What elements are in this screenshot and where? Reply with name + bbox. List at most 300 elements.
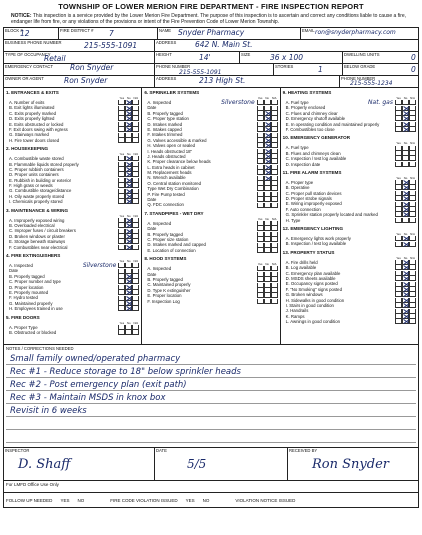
checkbox[interactable] (264, 159, 271, 164)
checkbox[interactable] (409, 146, 416, 151)
checkbox[interactable] (409, 202, 416, 207)
checkbox[interactable] (402, 212, 409, 217)
checkbox[interactable] (257, 159, 264, 164)
checkbox[interactable] (402, 242, 409, 247)
checkbox[interactable] (395, 191, 402, 196)
checkbox[interactable] (395, 242, 402, 247)
checkbox[interactable] (257, 143, 264, 148)
checkbox[interactable] (395, 287, 402, 292)
checkbox[interactable] (402, 236, 409, 241)
checkbox[interactable] (395, 202, 402, 207)
checkbox[interactable] (132, 122, 139, 127)
checkbox[interactable] (118, 138, 125, 143)
size-field[interactable]: SIZE 36 x 100 (240, 52, 343, 63)
checkbox[interactable] (264, 272, 271, 277)
occupancy-field[interactable]: TYPE OF OCCUPANCY Retail (4, 52, 155, 63)
checkbox[interactable] (271, 197, 278, 202)
checkbox[interactable] (257, 111, 264, 116)
checkbox[interactable] (409, 116, 416, 121)
checkbox[interactable] (409, 191, 416, 196)
checkbox[interactable] (271, 272, 278, 277)
business-phone-field[interactable]: BUSINESS PHONE NUMBER 215-555-1091 (4, 40, 155, 51)
checkbox[interactable] (409, 100, 416, 105)
checkbox[interactable] (118, 245, 125, 250)
checkbox[interactable] (257, 203, 264, 208)
checkbox[interactable] (118, 183, 125, 188)
checkbox[interactable] (395, 146, 402, 151)
checkbox[interactable] (264, 106, 271, 111)
checkbox[interactable] (118, 274, 125, 279)
checkbox[interactable] (118, 189, 125, 194)
checkbox[interactable] (132, 111, 139, 116)
checkbox[interactable] (271, 243, 278, 248)
checkbox[interactable] (132, 239, 139, 244)
checkbox[interactable] (257, 288, 264, 293)
checkbox[interactable] (409, 106, 416, 111)
checkbox[interactable] (264, 149, 271, 154)
checkbox[interactable] (271, 181, 278, 186)
checkbox[interactable] (125, 127, 132, 132)
checkbox[interactable] (402, 276, 409, 281)
checkbox[interactable] (118, 229, 125, 234)
checkbox[interactable] (409, 260, 416, 265)
owner-field[interactable]: OWNER OR AGENT Ron Snyder (4, 76, 155, 87)
checkbox[interactable] (402, 116, 409, 121)
checkbox[interactable] (409, 303, 416, 308)
checkbox[interactable] (125, 199, 132, 204)
checkbox[interactable] (395, 180, 402, 185)
checkbox[interactable] (264, 111, 271, 116)
checkbox[interactable] (118, 279, 125, 284)
checkbox[interactable] (132, 290, 139, 295)
checkbox[interactable] (132, 223, 139, 228)
checkbox[interactable] (409, 314, 416, 319)
checkbox[interactable] (409, 282, 416, 287)
checkbox[interactable] (395, 162, 402, 167)
checkbox[interactable] (132, 245, 139, 250)
checkbox[interactable] (132, 189, 139, 194)
checklist-item-label: B. Log available (285, 265, 317, 271)
checkbox[interactable] (132, 127, 139, 132)
checkbox[interactable] (395, 309, 402, 314)
checkbox[interactable] (132, 229, 139, 234)
checkbox[interactable] (257, 170, 264, 175)
code-yes-option[interactable]: YES (185, 497, 195, 503)
checkbox[interactable] (118, 223, 125, 228)
checkbox[interactable] (257, 192, 264, 197)
checkbox[interactable] (395, 127, 402, 132)
checkbox[interactable] (402, 196, 409, 201)
checkbox[interactable] (125, 330, 132, 335)
note-line[interactable]: Rec #2 - Post emergency plan (exit path) (6, 378, 416, 391)
checkbox[interactable] (118, 133, 125, 138)
checkbox[interactable] (118, 162, 125, 167)
checkbox[interactable] (125, 156, 132, 161)
checkbox[interactable] (271, 138, 278, 143)
district-field[interactable]: FIRE DISTRICT # 7 (59, 28, 158, 39)
checkbox[interactable] (395, 151, 402, 156)
checkbox[interactable] (118, 156, 125, 161)
checkbox[interactable] (402, 185, 409, 190)
checkbox[interactable] (271, 100, 278, 105)
checkbox[interactable] (125, 306, 132, 311)
checkbox[interactable] (409, 242, 416, 247)
checkbox[interactable] (271, 288, 278, 293)
checkbox[interactable] (264, 100, 271, 105)
contact-phone-field[interactable]: PHONE NUMBER 215-555-1091 (155, 64, 274, 75)
checkbox[interactable] (402, 309, 409, 314)
checkbox[interactable] (395, 271, 402, 276)
checkbox[interactable] (271, 203, 278, 208)
checkbox[interactable] (264, 176, 271, 181)
checkbox[interactable] (402, 292, 409, 297)
checkbox[interactable] (409, 276, 416, 281)
checkbox[interactable] (271, 170, 278, 175)
checkbox[interactable] (132, 330, 139, 335)
checkbox[interactable] (132, 183, 139, 188)
checkbox[interactable] (125, 133, 132, 138)
checkbox[interactable] (264, 116, 271, 121)
checkbox[interactable] (409, 127, 416, 132)
checkbox[interactable] (132, 162, 139, 167)
checkbox[interactable] (271, 154, 278, 159)
checkbox[interactable] (257, 283, 264, 288)
checkbox[interactable] (271, 248, 278, 253)
height-field[interactable]: HEIGHT 14' (155, 52, 240, 63)
checkbox[interactable] (395, 106, 402, 111)
checkbox[interactable] (264, 122, 271, 127)
checkbox[interactable] (132, 106, 139, 111)
checkbox[interactable] (132, 263, 139, 268)
checkbox[interactable] (271, 221, 278, 226)
checkbox[interactable] (395, 265, 402, 270)
checkbox[interactable] (125, 279, 132, 284)
checkbox[interactable] (271, 106, 278, 111)
checkbox[interactable] (271, 299, 278, 304)
checkbox[interactable] (125, 245, 132, 250)
checkbox[interactable] (395, 218, 402, 223)
checkbox[interactable] (264, 243, 271, 248)
checkbox[interactable] (132, 301, 139, 306)
checklist-item-label: D. Emergency shutoff available (285, 116, 346, 122)
checkbox[interactable] (271, 116, 278, 121)
checkbox[interactable] (395, 260, 402, 265)
checkbox[interactable] (409, 265, 416, 270)
checkbox[interactable] (257, 127, 264, 132)
date-field[interactable]: DATE 5/5 (155, 448, 288, 480)
checkbox[interactable] (257, 277, 264, 282)
followup-no-option[interactable]: NO (77, 497, 85, 503)
checkbox[interactable] (118, 167, 125, 172)
checkbox[interactable] (271, 122, 278, 127)
checkbox[interactable] (264, 197, 271, 202)
checkbox[interactable] (395, 292, 402, 297)
checkbox[interactable] (118, 218, 125, 223)
followup-yes-option[interactable]: YES (60, 497, 70, 503)
checkbox[interactable] (271, 237, 278, 242)
checkbox[interactable] (118, 234, 125, 239)
checkbox[interactable] (271, 186, 278, 191)
checkbox[interactable] (118, 127, 125, 132)
checkbox[interactable] (257, 299, 264, 304)
checkbox[interactable] (402, 156, 409, 161)
checkbox[interactable] (395, 319, 402, 324)
checkbox[interactable] (409, 236, 416, 241)
checkbox[interactable] (409, 271, 416, 276)
checkbox[interactable] (118, 296, 125, 301)
checkbox[interactable] (409, 185, 416, 190)
checkbox[interactable] (132, 156, 139, 161)
checkbox[interactable] (402, 100, 409, 105)
emergency-contact-field[interactable]: EMERGENCY CONTACT Ron Snyder (4, 64, 155, 75)
checkbox[interactable] (264, 283, 271, 288)
checkbox[interactable] (395, 276, 402, 281)
checkbox[interactable] (132, 218, 139, 223)
checkbox[interactable] (264, 299, 271, 304)
checkbox[interactable] (395, 156, 402, 161)
checkbox[interactable] (271, 226, 278, 231)
checkbox[interactable] (395, 212, 402, 217)
checkbox[interactable] (409, 212, 416, 217)
checkbox[interactable] (264, 226, 271, 231)
checkbox[interactable] (257, 232, 264, 237)
checkbox[interactable] (118, 269, 125, 274)
note-line[interactable]: Rec #3 - Maintain MSDS in knox box (6, 391, 416, 404)
checkbox[interactable] (264, 237, 271, 242)
checkbox[interactable] (257, 197, 264, 202)
checkbox[interactable] (409, 111, 416, 116)
checkbox[interactable] (257, 221, 264, 226)
checkbox[interactable] (402, 319, 409, 324)
checkbox[interactable] (409, 180, 416, 185)
checkbox[interactable] (271, 159, 278, 164)
checkbox[interactable] (264, 293, 271, 298)
checkbox[interactable] (257, 133, 264, 138)
stories-field[interactable]: STORIES 1 (274, 64, 343, 75)
note-line[interactable]: Rec #1 - Reduce storage to 18" below sprinkler heads (6, 365, 416, 378)
checkbox[interactable] (132, 269, 139, 274)
checkbox[interactable] (132, 234, 139, 239)
note-line[interactable]: Revisit in 6 weeks (6, 404, 416, 417)
checkbox[interactable] (264, 138, 271, 143)
checkbox[interactable] (118, 100, 125, 105)
checkbox[interactable] (402, 151, 409, 156)
owner-address-field[interactable]: ADDRESS 213 High St. (155, 76, 340, 87)
checkbox[interactable] (402, 282, 409, 287)
checkbox[interactable] (257, 237, 264, 242)
checkbox[interactable] (271, 143, 278, 148)
checkbox[interactable] (395, 314, 402, 319)
checkbox[interactable] (271, 127, 278, 132)
checkbox[interactable] (257, 154, 264, 159)
checkbox[interactable] (264, 288, 271, 293)
checkbox[interactable] (264, 221, 271, 226)
checkbox[interactable] (257, 100, 264, 105)
checkbox[interactable] (264, 170, 271, 175)
checkbox[interactable] (402, 218, 409, 223)
checkbox[interactable] (395, 303, 402, 308)
checkbox[interactable] (409, 196, 416, 201)
checkbox[interactable] (271, 111, 278, 116)
checkbox[interactable] (271, 266, 278, 271)
checkbox[interactable] (132, 167, 139, 172)
checkbox[interactable] (132, 306, 139, 311)
checkbox[interactable] (271, 133, 278, 138)
checkbox[interactable] (264, 181, 271, 186)
checkbox[interactable] (132, 274, 139, 279)
checkbox[interactable] (125, 290, 132, 295)
checkbox[interactable] (125, 325, 132, 330)
checkbox[interactable] (409, 298, 416, 303)
checkbox[interactable] (118, 290, 125, 295)
below-grade-field[interactable]: BELOW GRADE 0 (344, 64, 416, 74)
checkbox[interactable] (132, 194, 139, 199)
checkbox[interactable] (132, 172, 139, 177)
checkbox[interactable] (409, 319, 416, 324)
checkbox[interactable] (132, 138, 139, 143)
checkbox[interactable] (409, 207, 416, 212)
checkbox[interactable] (257, 181, 264, 186)
checkbox[interactable] (271, 232, 278, 237)
checkbox[interactable] (125, 116, 132, 121)
checkbox[interactable] (118, 285, 125, 290)
checkbox[interactable] (409, 162, 416, 167)
checkbox[interactable] (125, 138, 132, 143)
checkbox[interactable] (118, 306, 125, 311)
checkbox[interactable] (264, 266, 271, 271)
checkbox[interactable] (118, 172, 125, 177)
checkbox[interactable] (125, 239, 132, 244)
checkbox[interactable] (264, 248, 271, 253)
checkbox[interactable] (257, 122, 264, 127)
checkbox[interactable] (271, 192, 278, 197)
checkbox[interactable] (271, 149, 278, 154)
checkbox[interactable] (257, 176, 264, 181)
checkbox[interactable] (395, 298, 402, 303)
checkbox[interactable] (257, 272, 264, 277)
checkbox[interactable] (118, 194, 125, 199)
checkbox[interactable] (132, 133, 139, 138)
checkbox[interactable] (118, 116, 125, 121)
checkbox[interactable] (118, 199, 125, 204)
checkbox[interactable] (118, 330, 125, 335)
checkbox[interactable] (264, 165, 271, 170)
checkbox[interactable] (395, 111, 402, 116)
checkbox[interactable] (118, 106, 125, 111)
checkbox[interactable] (402, 162, 409, 167)
checkbox[interactable] (118, 111, 125, 116)
checkbox[interactable] (264, 143, 271, 148)
block-field[interactable]: BLOCK # 12 (4, 28, 59, 39)
checkbox[interactable] (118, 263, 125, 268)
checkbox[interactable] (271, 176, 278, 181)
note-line[interactable] (6, 417, 416, 430)
received-by-field[interactable]: RECEIVED BY Ron Snyder (289, 448, 389, 472)
checkbox[interactable] (409, 151, 416, 156)
checkbox[interactable] (409, 122, 416, 127)
checkbox[interactable] (257, 248, 264, 253)
checkbox[interactable] (125, 183, 132, 188)
checkbox[interactable] (257, 116, 264, 121)
checkbox[interactable] (395, 207, 402, 212)
checkbox[interactable] (118, 178, 125, 183)
checkbox[interactable] (409, 156, 416, 161)
checkbox[interactable] (271, 293, 278, 298)
checkbox[interactable] (395, 122, 402, 127)
checkbox[interactable] (264, 127, 271, 132)
checkbox[interactable] (395, 282, 402, 287)
checkbox[interactable] (409, 218, 416, 223)
checkbox[interactable] (271, 277, 278, 282)
checkbox[interactable] (257, 226, 264, 231)
checkbox[interactable] (264, 133, 271, 138)
note-line[interactable]: Small family owned/operated pharmacy (6, 352, 416, 365)
checkbox[interactable] (257, 186, 264, 191)
checkbox[interactable] (118, 239, 125, 244)
checkbox[interactable] (395, 236, 402, 241)
checkbox[interactable] (264, 277, 271, 282)
checkbox[interactable] (125, 223, 132, 228)
checkbox[interactable] (264, 203, 271, 208)
dwelling-units-field[interactable]: DWELLING UNITS 0 (344, 52, 416, 62)
checkbox[interactable] (257, 266, 264, 271)
note-line[interactable] (6, 430, 416, 443)
checkbox[interactable] (132, 296, 139, 301)
checkbox[interactable] (132, 279, 139, 284)
checkbox[interactable] (132, 199, 139, 204)
checkbox[interactable] (118, 122, 125, 127)
checkbox[interactable] (409, 309, 416, 314)
checkbox[interactable] (402, 265, 409, 270)
checkbox[interactable] (395, 196, 402, 201)
checkbox[interactable] (271, 165, 278, 170)
checkbox[interactable] (395, 185, 402, 190)
checkbox[interactable] (409, 292, 416, 297)
checkbox[interactable] (257, 243, 264, 248)
checkbox[interactable] (257, 293, 264, 298)
checkbox[interactable] (409, 287, 416, 292)
checkbox[interactable] (118, 325, 125, 330)
checkbox[interactable] (125, 100, 132, 105)
checkbox[interactable] (132, 285, 139, 290)
checkbox[interactable] (264, 192, 271, 197)
checkbox[interactable] (257, 149, 264, 154)
checkbox[interactable] (264, 186, 271, 191)
email-field[interactable]: EMAIL ron@snyderpharmacy.com (302, 28, 396, 36)
checkbox[interactable] (125, 263, 132, 268)
checkbox[interactable] (257, 106, 264, 111)
checkbox[interactable] (271, 283, 278, 288)
address-field[interactable]: ADDRESS 642 N. Main St. (156, 40, 253, 49)
checkbox[interactable] (257, 165, 264, 170)
checkbox[interactable] (402, 303, 409, 308)
checkbox[interactable] (395, 100, 402, 105)
inspector-field[interactable]: INSPECTOR D. Shaff (4, 448, 155, 480)
checkbox[interactable] (257, 138, 264, 143)
checkbox[interactable] (402, 127, 409, 132)
checkbox[interactable] (402, 146, 409, 151)
checkbox[interactable] (132, 116, 139, 121)
checkbox[interactable] (118, 301, 125, 306)
checkbox[interactable] (395, 116, 402, 121)
code-no-option[interactable]: NO (202, 497, 210, 503)
checkbox[interactable] (132, 325, 139, 330)
checkbox[interactable] (132, 178, 139, 183)
checkbox[interactable] (132, 100, 139, 105)
business-name-field[interactable]: NAME Snyder Pharmacy (158, 28, 301, 39)
owner-phone-field[interactable]: PHONE NUMBER 215-555-1234 (341, 76, 393, 87)
checkbox[interactable] (264, 232, 271, 237)
